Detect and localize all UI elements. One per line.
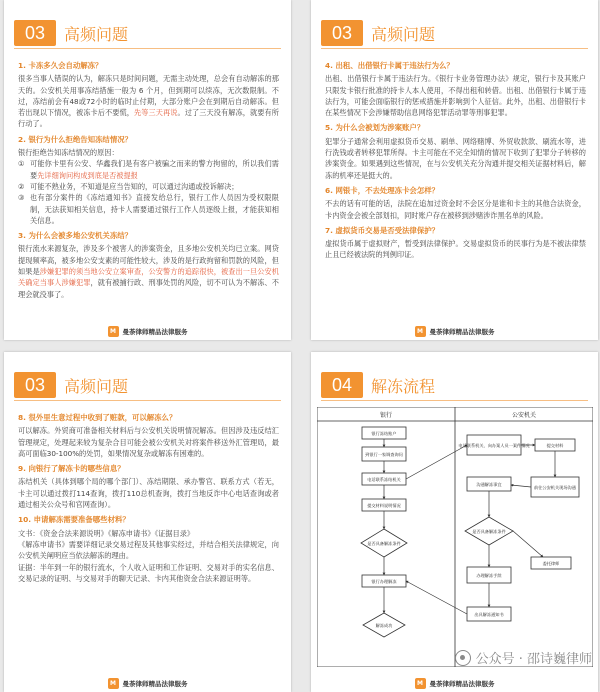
section-number: 04: [321, 372, 363, 398]
wechat-watermark: 公众号 · 邵诗巍律师: [455, 648, 592, 667]
question-3: 3. 为什么会被多地公安机关冻结？: [18, 231, 132, 241]
page-header: [321, 372, 435, 398]
page-header: [321, 20, 435, 46]
flow-box-label: 电话联系机关、向办案人员一案件情况: [458, 443, 530, 448]
header-divider: [14, 400, 281, 401]
answer-7: 虚拟货币属于虚拟财产，暂受到法律保护。交易虚拟货币的民事行为是不被法律禁止且已经被法院的判例印证。: [325, 239, 586, 260]
wechat-icon: [455, 650, 471, 666]
page-footer: M 曼荼律师精品法律服务: [4, 322, 291, 340]
question-5: 5. 为什么会被划为涉案账户？: [325, 123, 425, 133]
lane-police-header: 公安机关: [511, 412, 537, 419]
flow-box-label: 是否具备解冻条件: [367, 541, 401, 546]
document-page-4: [311, 352, 598, 692]
section-title: 高频问题: [64, 24, 129, 44]
list-item: ③ 也有部分案件的《冻结通知书》直接发给总行，银行工作人员因为受权限限制，无法获知相关信息，持卡人需要通过银行工作人员逐级上报，才能获知相关信息。: [18, 193, 279, 225]
answer-8: 可以解冻。外贸商可准备相关材料后与公安机关说明情况解冻。但因涉及违反结汇管理规定，处理起来较为复杂合目可能会被公安机关对将案件移送外汇管理局，最高可面临30-100%的处罚，如果情况复杂或解冻有困难的。: [18, 426, 279, 458]
unfreeze-flowchart: [317, 407, 593, 667]
flow-box-label: 沟通解冻事宜: [476, 482, 502, 487]
page-footer: M 曼荼律师精品法律服务: [4, 674, 291, 692]
flow-box-label: 出具解冻通知书: [474, 612, 504, 617]
flow-box-label: 是否具备解冻条件: [472, 529, 506, 534]
answer-2-intro: 银行拒绝告知冻结情况的原因：: [18, 148, 119, 158]
page-header: [14, 20, 128, 46]
question-2: 2. 银行为什么拒绝告知冻结情况？: [18, 134, 132, 144]
answer-4: 出租、出借银行卡属于违法行为。《银行卡业务管理办法》规定，银行卡及其账户只限发卡银行批准的持卡人本人使用，不得出租和转借。出租、出借银行卡属于违法行为，可能会面临银行的惩戒措施并影响到个人征信。此外，出租、出借银行卡在某些情况下会涉嫌帮助信息网络犯罪活动罪等刑事犯罪。: [325, 74, 586, 118]
page-body: [325, 56, 586, 265]
answer-1: 很多当事人错误的认为，解冻只是时间问题，无需主动处理，总会有自动解冻的那天的。公安机关用事冻结措施一般为 6 个月，但到期可以续冻，无次数限制。不过，冻结前会有48或72小时的临时止付期，大部分账户会在到期后自动解冻。但若出现以下情况，被冻卡后不要慌，先等三天再说。过了三天没有解冻，就要有所行动了。: [18, 74, 279, 129]
lane-bank-header: 银行: [379, 412, 393, 419]
document-page-1: [4, 0, 291, 340]
header-divider: [321, 48, 588, 49]
list-item: ① 可能你卡里有公安、华鑫我们是有客户被骗之而来的警方拘留的，所以我们需要先详细询问构成到底是否被提报: [18, 159, 279, 180]
document-page-3: [4, 352, 291, 692]
flow-box-label: 提交材料: [546, 443, 564, 448]
header-divider: [321, 400, 588, 401]
list-item: ② 可能不熟业务，不知道是应当告知的，可以通过沟通或投诉解决；: [18, 181, 239, 191]
page-footer: M 曼荼律师精品法律服务: [311, 322, 598, 340]
section-number: 03: [14, 20, 56, 46]
flow-box-label: 前往公安机关现场沟通: [534, 485, 576, 490]
question-1: 1. 卡冻多久会自动解冻？: [18, 61, 103, 70]
header-divider: [14, 48, 281, 49]
answer-3: 银行流水来源复杂，涉及多个被害人的涉案资金，且多地公安机关均已立案。网贷提现频率高，被多地公安支素的可能性较大，涉及的是行政拘留和罚款的风险，但如果是涉嫌犯罪的须当地公安立案审查，公安警方的追踪很快，被查出一旦公安机关确定当事人涉嫌犯罪，就有被捕行政、刑事处罚的风险，切不可认为不解冻、不理会就没事了。: [18, 244, 279, 299]
page-body: [18, 56, 279, 300]
brand-logo-icon: M: [415, 678, 426, 689]
page-body: [18, 408, 279, 584]
question-4: 4. 出租、出借银行卡属于违法行为么？: [325, 61, 454, 70]
answer-5: 犯罪分子通常会利用虚拟货币交易、刷单、网络赌博、外贸收款款、刷流水等，进行洗钱或者转移犯罪所得。卡主可能在不完全知情的情况下收到了犯罪分子转移的涉案资金。如果遇到这些情况，在与公安机关充分沟通并提交相关证据材料后，解冻的机率还是挺大的。: [325, 136, 586, 180]
question-7: 7. 虚拟货币交易是否受法律保护？: [325, 225, 439, 235]
question-10: 10. 申请解冻需要准备哪些材料？: [18, 515, 130, 525]
flow-box-label: 电话联系冻结机关: [367, 477, 401, 482]
flow-box-label: 银行冻结账户: [371, 431, 397, 436]
answer-9: 冻结机关（具体到哪个局的哪个部门）、冻结期限、承办警官、联系方式（若无，卡主可以通过拨打114查询，拨打110总机查询，拨打当地反诈中心电话查询或者通过相关公众号和官网查询）。: [18, 477, 279, 510]
flow-box-label: 解冻成功: [375, 623, 393, 628]
flow-box-label: 办理解冻手续: [476, 573, 502, 578]
answer-10-docs: 文书：《资金合法来源说明》《解冻申请书》《证据目录》: [18, 528, 195, 538]
flow-box-label: 到银行一家调查询问: [365, 452, 403, 457]
section-title: 高频问题: [371, 24, 436, 44]
section-number: 03: [14, 372, 56, 398]
page-footer: M 曼荼律师精品法律服务: [311, 674, 598, 692]
answer-10-evidence: 证据：半年到一年的银行流水，个人收入证明和工作证明、交易对手的实名信息、交易记录的证明、与交易对手的聊天记录、卡内其他资金合法来源证明等。: [18, 562, 279, 583]
section-number: 03: [321, 20, 363, 46]
question-9: 9. 向银行了解冻卡的哪些信息？: [18, 464, 125, 474]
page-header: [14, 372, 128, 398]
question-8: 8. 很外里生意过程中收到了赃款，可以解冻么？: [18, 413, 177, 422]
brand-logo-icon: M: [108, 326, 119, 337]
section-title: 解冻流程: [371, 376, 436, 396]
flow-box-label: 银行办理解冻: [371, 579, 397, 584]
section-title: 高频问题: [64, 376, 129, 396]
flow-box-label: 委托律师: [542, 561, 560, 566]
brand-logo-icon: M: [108, 678, 119, 689]
brand-logo-icon: M: [415, 326, 426, 337]
flow-box-label: 提交材料说明情况: [367, 503, 401, 508]
question-6: 6. 网银卡，不去处理冻卡会怎样？: [325, 185, 439, 195]
answer-10-application: 《解冻申请书》需要详细记录交易过程及其他事实经过，并结合相关法律规定，向公安机关阐明应当依法解冻的理由。: [18, 539, 279, 561]
answer-6: 不去的话有可能的话，法院在追加过资金时不会区分是谁和卡主的其他合法资金，卡内资金会被全部划扣，同时账户存在被移到涉赌涉诈黑名单的风险。: [325, 199, 586, 220]
document-page-2: [311, 0, 598, 340]
